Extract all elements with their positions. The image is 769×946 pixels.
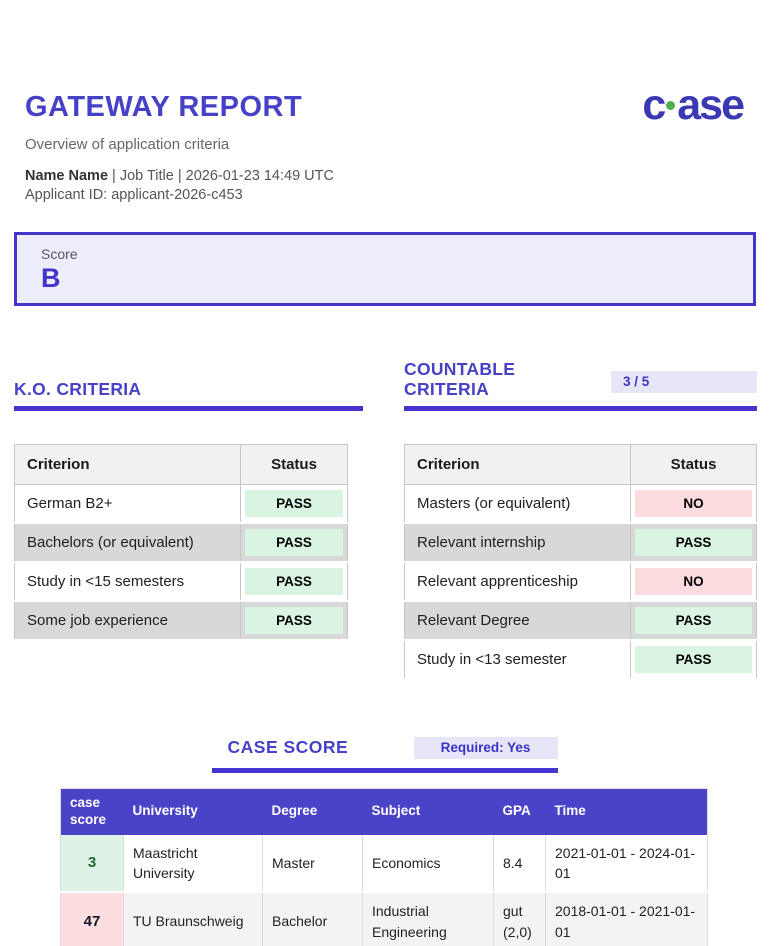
column-header: Degree xyxy=(263,788,363,834)
countable-criteria-title: COUNTABLE CRITERIA xyxy=(404,358,516,399)
criterion-cell: Bachelors (or equivalent) xyxy=(15,523,241,562)
score-card xyxy=(14,232,756,306)
criterion-cell: Masters (or equivalent) xyxy=(405,484,631,523)
case-score-cell: 47 xyxy=(61,892,124,946)
logo-text-pre: c xyxy=(642,81,665,129)
applicant-id-line: Applicant ID: applicant-2026-c453 xyxy=(25,186,243,203)
criteria-row xyxy=(405,523,757,562)
criterion-cell: Some job experience xyxy=(15,601,241,640)
column-header: Time xyxy=(546,788,708,834)
criteria-header-row xyxy=(405,444,757,484)
criteria-row xyxy=(405,562,757,601)
ko-criteria-table xyxy=(14,444,348,641)
status-badge: PASS xyxy=(245,568,343,595)
case-score-header-row xyxy=(61,788,708,834)
case-score-row xyxy=(61,835,708,893)
criteria-row xyxy=(15,484,348,523)
column-header: Criterion xyxy=(405,444,631,484)
status-badge: NO xyxy=(635,490,752,517)
case-score-row xyxy=(61,892,708,946)
criterion-cell: Study in <13 semester xyxy=(405,640,631,679)
status-cell xyxy=(241,484,348,523)
status-badge: NO xyxy=(635,568,752,595)
countable-score-badge: 3 / 5 xyxy=(611,371,757,393)
case-score-underline xyxy=(212,768,558,773)
subject-cell: Industrial Engineering xyxy=(363,892,494,946)
status-cell xyxy=(241,523,348,562)
case-score-header xyxy=(212,737,558,759)
status-badge: PASS xyxy=(635,607,752,634)
column-header: Criterion xyxy=(15,444,241,484)
case-score-table xyxy=(60,788,708,946)
countable-criteria-header xyxy=(404,352,757,406)
criteria-columns xyxy=(14,352,757,680)
case-score-cell: 3 xyxy=(61,835,124,893)
logo-dot-icon xyxy=(666,101,675,110)
author-name: Name Name xyxy=(25,167,109,184)
time-cell: 2021-01-01 - 2024-01-01 xyxy=(546,835,708,893)
column-header: Status xyxy=(241,444,348,484)
report-header xyxy=(0,0,769,203)
criteria-row xyxy=(15,562,348,601)
countable-criteria-underline xyxy=(404,406,757,411)
status-cell xyxy=(241,562,348,601)
countable-criteria-section xyxy=(404,352,757,680)
gpa-cell: 8.4 xyxy=(494,835,546,893)
required-badge: Required: Yes xyxy=(414,737,558,759)
degree-cell: Master xyxy=(263,835,363,893)
status-badge: PASS xyxy=(635,529,752,556)
university-cell: TU Braunschweig xyxy=(124,892,263,946)
status-cell xyxy=(631,601,757,640)
column-header: Subject xyxy=(363,788,494,834)
criteria-row xyxy=(15,601,348,640)
ko-criteria-title: K.O. CRITERIA xyxy=(14,378,142,399)
case-score-section xyxy=(0,737,769,946)
ko-criteria-underline xyxy=(14,406,363,411)
ko-criteria-header xyxy=(14,352,363,406)
criteria-row xyxy=(405,640,757,679)
author-line xyxy=(25,168,744,184)
score-label: Score xyxy=(41,245,78,262)
status-badge: PASS xyxy=(245,490,343,517)
status-badge: PASS xyxy=(635,646,752,673)
gpa-cell: gut (2,0) xyxy=(494,892,546,946)
countable-criteria-table xyxy=(404,444,757,680)
column-header: Status xyxy=(631,444,757,484)
ko-criteria-section xyxy=(14,352,363,680)
degree-cell: Bachelor xyxy=(263,892,363,946)
subject-cell: Economics xyxy=(363,835,494,893)
page-subtitle: Overview of application criteria xyxy=(25,135,230,153)
page-title: GATEWAY REPORT xyxy=(25,91,303,123)
case-score-title: CASE SCORE xyxy=(227,737,349,758)
criteria-row xyxy=(405,484,757,523)
status-cell xyxy=(631,640,757,679)
criterion-cell: German B2+ xyxy=(15,484,241,523)
time-cell: 2018-01-01 - 2021-01-01 xyxy=(546,892,708,946)
criteria-row xyxy=(405,601,757,640)
score-value: B xyxy=(41,262,61,293)
university-cell: Maastricht University xyxy=(124,835,263,893)
status-cell xyxy=(631,562,757,601)
column-header: GPA xyxy=(494,788,546,834)
criterion-cell: Relevant apprenticeship xyxy=(405,562,631,601)
column-header: case score xyxy=(61,788,124,834)
logo-text-post: ase xyxy=(677,81,743,129)
criterion-cell: Relevant internship xyxy=(405,523,631,562)
column-header: University xyxy=(124,788,263,834)
criteria-row xyxy=(15,523,348,562)
criterion-cell: Study in <15 semesters xyxy=(15,562,241,601)
status-cell xyxy=(631,523,757,562)
criteria-header-row xyxy=(15,444,348,484)
case-logo xyxy=(642,81,743,129)
status-cell xyxy=(241,601,348,640)
status-badge: PASS xyxy=(245,607,343,634)
status-cell xyxy=(631,484,757,523)
status-badge: PASS xyxy=(245,529,343,556)
criterion-cell: Relevant Degree xyxy=(405,601,631,640)
author-meta: | Job Title | 2026-01-23 14:49 UTC xyxy=(108,167,334,184)
